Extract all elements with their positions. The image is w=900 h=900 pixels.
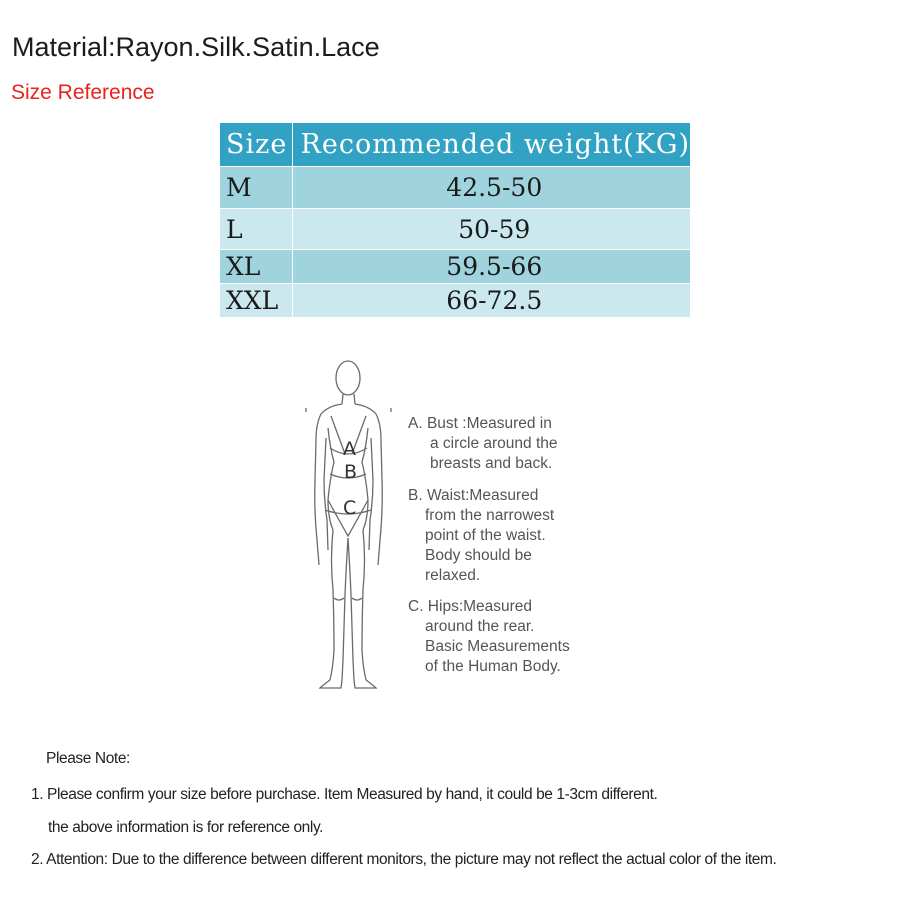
measurement-line: around the rear. — [425, 618, 535, 635]
measurement-line: a circle around the — [430, 435, 558, 452]
measurement-line: point of the waist. — [425, 527, 546, 544]
measurement-line: A. Bust :Measured in — [408, 415, 552, 432]
svg-text:B: B — [344, 461, 358, 483]
svg-text:C: C — [343, 497, 357, 519]
size-cell: L — [220, 209, 293, 250]
table-row — [220, 209, 691, 250]
measurement-line: relaxed. — [425, 567, 481, 584]
notes-title: Please Note: — [46, 750, 130, 767]
table-row — [220, 284, 691, 318]
size-cell: XL — [220, 250, 293, 284]
measurement-line: B. Waist:Measured — [408, 487, 539, 504]
size-cell: XXL — [220, 284, 293, 318]
bust-measurement-text — [408, 414, 558, 474]
waist-measurement-text — [408, 486, 554, 586]
weight-column-header: Recommended weight(KG) — [292, 123, 690, 167]
weight-cell: 50-59 — [292, 209, 690, 250]
measurement-line: breasts and back. — [430, 455, 553, 472]
measurement-line: Basic Measurements — [425, 638, 570, 655]
body-measurement-figure-icon — [300, 350, 400, 695]
weight-cell: 42.5-50 — [292, 167, 690, 209]
note-item-2: 2. Attention: Due to the difference between different monitors, the picture may not reflect the actual color of the item. — [31, 851, 777, 868]
svg-text:A: A — [343, 438, 356, 460]
size-table-header-row — [220, 123, 691, 167]
size-table — [219, 122, 691, 318]
note-item-1: 1. Please confirm your size before purchase. Item Measured by hand, it could be 1-3cm different. — [31, 786, 658, 803]
hips-measurement-text — [408, 597, 570, 677]
weight-cell: 66-72.5 — [292, 284, 690, 318]
size-cell: M — [220, 167, 293, 209]
material-title: Material:Rayon.Silk.Satin.Lace — [12, 32, 380, 62]
measurement-line: C. Hips:Measured — [408, 598, 533, 615]
measurement-line: of the Human Body. — [425, 658, 561, 675]
weight-cell: 59.5-66 — [292, 250, 690, 284]
size-reference-heading: Size Reference — [11, 81, 155, 104]
measurement-line: Body should be — [425, 547, 532, 564]
note-item-1-continued: the above information is for reference only. — [48, 819, 324, 836]
table-row — [220, 167, 691, 209]
size-column-header: Size — [220, 123, 293, 167]
table-row — [220, 250, 691, 284]
measurement-line: from the narrowest — [425, 507, 555, 524]
